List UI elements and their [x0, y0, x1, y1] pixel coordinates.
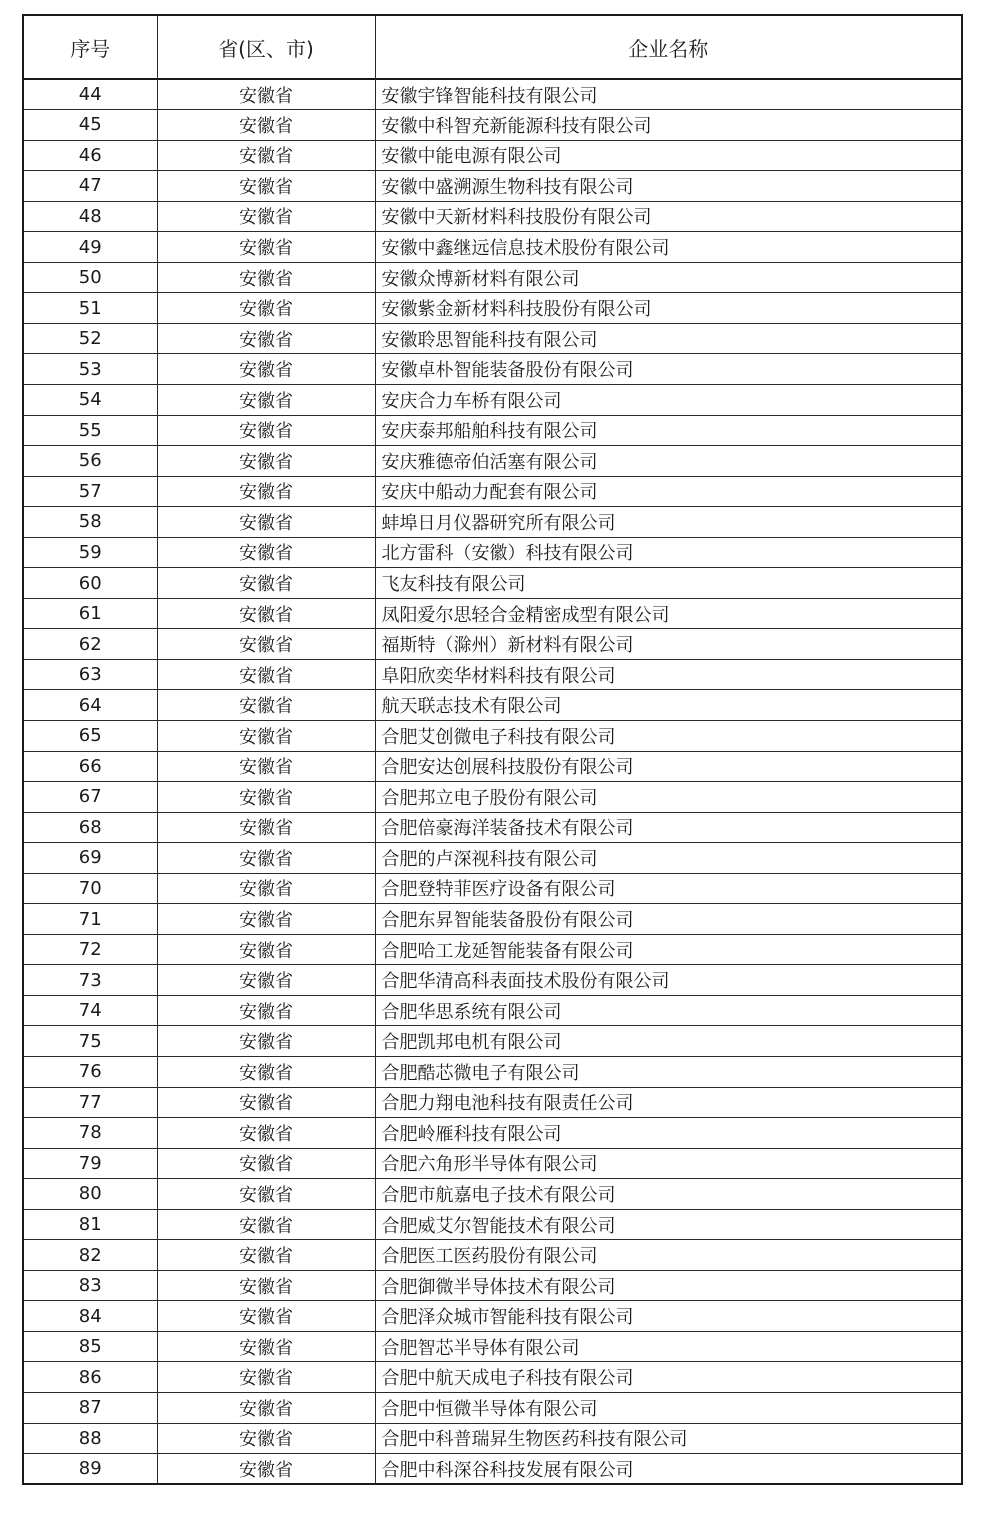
table-row	[23, 873, 962, 904]
province-cell: 安徽省	[157, 782, 375, 813]
company-name-cell: 安徽中鑫继远信息技术股份有限公司	[375, 232, 962, 263]
serial-number-cell: 73	[23, 965, 157, 996]
province-cell: 安徽省	[157, 140, 375, 171]
company-name-cell: 合肥凯邦电机有限公司	[375, 1026, 962, 1057]
company-name-cell: 飞友科技有限公司	[375, 568, 962, 599]
province-cell: 安徽省	[157, 1026, 375, 1057]
serial-number-cell: 64	[23, 690, 157, 721]
serial-number-cell: 50	[23, 262, 157, 293]
table-row	[23, 1179, 962, 1210]
company-name-cell: 合肥岭雁科技有限公司	[375, 1118, 962, 1149]
province-cell: 安徽省	[157, 232, 375, 263]
province-cell: 安徽省	[157, 79, 375, 110]
table-row	[23, 751, 962, 782]
serial-number-cell: 83	[23, 1270, 157, 1301]
company-name-cell: 安徽宇锋智能科技有限公司	[375, 79, 962, 110]
company-name-cell: 安庆合力车桥有限公司	[375, 384, 962, 415]
table-row	[23, 568, 962, 599]
company-name-cell: 合肥中科普瑞昇生物医药科技有限公司	[375, 1423, 962, 1454]
company-name-cell: 合肥哈工龙延智能装备有限公司	[375, 934, 962, 965]
serial-number-cell: 58	[23, 507, 157, 538]
province-cell: 安徽省	[157, 904, 375, 935]
table-row	[23, 1362, 962, 1393]
province-cell: 安徽省	[157, 629, 375, 660]
company-name-cell: 安徽紫金新材料科技股份有限公司	[375, 293, 962, 324]
company-name-cell: 合肥酷芯微电子有限公司	[375, 1057, 962, 1088]
company-name-cell: 北方雷科（安徽）科技有限公司	[375, 537, 962, 568]
serial-number-cell: 53	[23, 354, 157, 385]
serial-number-cell: 78	[23, 1118, 157, 1149]
province-cell: 安徽省	[157, 537, 375, 568]
province-cell: 安徽省	[157, 598, 375, 629]
company-name-cell: 安徽卓朴智能装备股份有限公司	[375, 354, 962, 385]
province-cell: 安徽省	[157, 659, 375, 690]
table-row	[23, 598, 962, 629]
province-cell: 安徽省	[157, 384, 375, 415]
company-name-cell: 合肥艾创微电子科技有限公司	[375, 720, 962, 751]
province-cell: 安徽省	[157, 1148, 375, 1179]
table-row	[23, 1301, 962, 1332]
table-row	[23, 629, 962, 660]
table-row	[23, 995, 962, 1026]
table-row	[23, 140, 962, 171]
province-cell: 安徽省	[157, 965, 375, 996]
company-name-cell: 合肥邦立电子股份有限公司	[375, 782, 962, 813]
table-row	[23, 1026, 962, 1057]
serial-number-cell: 51	[23, 293, 157, 324]
serial-number-cell: 74	[23, 995, 157, 1026]
company-name-cell: 安庆雅德帝伯活塞有限公司	[375, 446, 962, 477]
table-header	[23, 15, 962, 79]
province-cell: 安徽省	[157, 1423, 375, 1454]
province-cell: 安徽省	[157, 568, 375, 599]
province-cell: 安徽省	[157, 354, 375, 385]
province-cell: 安徽省	[157, 1118, 375, 1149]
province-cell: 安徽省	[157, 171, 375, 202]
serial-number-cell: 52	[23, 323, 157, 354]
table-row	[23, 1393, 962, 1424]
province-cell: 安徽省	[157, 873, 375, 904]
company-name-cell: 合肥东昇智能装备股份有限公司	[375, 904, 962, 935]
serial-number-cell: 87	[23, 1393, 157, 1424]
table-row	[23, 476, 962, 507]
header-province: 省(区、市)	[157, 15, 375, 79]
company-name-cell: 合肥的卢深视科技有限公司	[375, 843, 962, 874]
table-row	[23, 1454, 962, 1485]
serial-number-cell: 77	[23, 1087, 157, 1118]
province-cell: 安徽省	[157, 1240, 375, 1271]
serial-number-cell: 47	[23, 171, 157, 202]
company-name-cell: 合肥市航嘉电子技术有限公司	[375, 1179, 962, 1210]
header-row	[23, 15, 962, 79]
company-name-cell: 安徽中盛溯源生物科技有限公司	[375, 171, 962, 202]
table-row	[23, 323, 962, 354]
table-body	[23, 79, 962, 1484]
serial-number-cell: 63	[23, 659, 157, 690]
serial-number-cell: 66	[23, 751, 157, 782]
serial-number-cell: 59	[23, 537, 157, 568]
serial-number-cell: 49	[23, 232, 157, 263]
province-cell: 安徽省	[157, 934, 375, 965]
header-company-name: 企业名称	[375, 15, 962, 79]
province-cell: 安徽省	[157, 843, 375, 874]
province-cell: 安徽省	[157, 201, 375, 232]
serial-number-cell: 76	[23, 1057, 157, 1088]
company-name-cell: 安徽众博新材料有限公司	[375, 262, 962, 293]
company-name-cell: 安徽中能电源有限公司	[375, 140, 962, 171]
serial-number-cell: 57	[23, 476, 157, 507]
table-row	[23, 1331, 962, 1362]
serial-number-cell: 48	[23, 201, 157, 232]
province-cell: 安徽省	[157, 446, 375, 477]
table-row	[23, 659, 962, 690]
company-name-cell: 合肥登特菲医疗设备有限公司	[375, 873, 962, 904]
table-row	[23, 1118, 962, 1149]
company-name-cell: 安徽中天新材料科技股份有限公司	[375, 201, 962, 232]
company-name-cell: 合肥六角形半导体有限公司	[375, 1148, 962, 1179]
province-cell: 安徽省	[157, 1393, 375, 1424]
table-row	[23, 415, 962, 446]
serial-number-cell: 75	[23, 1026, 157, 1057]
company-name-cell: 合肥医工医药股份有限公司	[375, 1240, 962, 1271]
company-name-cell: 合肥威艾尔智能技术有限公司	[375, 1209, 962, 1240]
province-cell: 安徽省	[157, 323, 375, 354]
serial-number-cell: 69	[23, 843, 157, 874]
province-cell: 安徽省	[157, 1362, 375, 1393]
company-name-cell: 安庆泰邦船舶科技有限公司	[375, 415, 962, 446]
province-cell: 安徽省	[157, 751, 375, 782]
company-name-cell: 合肥华思系统有限公司	[375, 995, 962, 1026]
table-row	[23, 110, 962, 141]
serial-number-cell: 84	[23, 1301, 157, 1332]
province-cell: 安徽省	[157, 1179, 375, 1210]
serial-number-cell: 70	[23, 873, 157, 904]
table-row	[23, 201, 962, 232]
company-name-cell: 安徽中科智充新能源科技有限公司	[375, 110, 962, 141]
province-cell: 安徽省	[157, 1209, 375, 1240]
company-list-table	[22, 14, 963, 1485]
company-name-cell: 福斯特（滁州）新材料有限公司	[375, 629, 962, 660]
company-name-cell: 合肥御微半导体技术有限公司	[375, 1270, 962, 1301]
company-name-cell: 合肥泽众城市智能科技有限公司	[375, 1301, 962, 1332]
serial-number-cell: 80	[23, 1179, 157, 1210]
serial-number-cell: 65	[23, 720, 157, 751]
table-row	[23, 1209, 962, 1240]
table-row	[23, 79, 962, 110]
province-cell: 安徽省	[157, 720, 375, 751]
table-row	[23, 720, 962, 751]
serial-number-cell: 79	[23, 1148, 157, 1179]
province-cell: 安徽省	[157, 415, 375, 446]
table-row	[23, 232, 962, 263]
company-name-cell: 合肥倍豪海洋装备技术有限公司	[375, 812, 962, 843]
serial-number-cell: 68	[23, 812, 157, 843]
serial-number-cell: 81	[23, 1209, 157, 1240]
province-cell: 安徽省	[157, 1087, 375, 1118]
serial-number-cell: 88	[23, 1423, 157, 1454]
serial-number-cell: 44	[23, 79, 157, 110]
table-row	[23, 1270, 962, 1301]
company-name-cell: 安庆中船动力配套有限公司	[375, 476, 962, 507]
company-name-cell: 合肥力翔电池科技有限责任公司	[375, 1087, 962, 1118]
table-row	[23, 293, 962, 324]
company-name-cell: 航天联志技术有限公司	[375, 690, 962, 721]
company-name-cell: 合肥华清高科表面技术股份有限公司	[375, 965, 962, 996]
table-row	[23, 446, 962, 477]
table-row	[23, 1423, 962, 1454]
table-row	[23, 843, 962, 874]
province-cell: 安徽省	[157, 1057, 375, 1088]
province-cell: 安徽省	[157, 476, 375, 507]
company-name-cell: 合肥中航天成电子科技有限公司	[375, 1362, 962, 1393]
company-name-cell: 合肥安达创展科技股份有限公司	[375, 751, 962, 782]
serial-number-cell: 56	[23, 446, 157, 477]
table-row	[23, 934, 962, 965]
company-name-cell: 凤阳爱尔思轻合金精密成型有限公司	[375, 598, 962, 629]
header-serial-number: 序号	[23, 15, 157, 79]
company-name-cell: 合肥中恒微半导体有限公司	[375, 1393, 962, 1424]
province-cell: 安徽省	[157, 995, 375, 1026]
company-name-cell: 蚌埠日月仪器研究所有限公司	[375, 507, 962, 538]
province-cell: 安徽省	[157, 507, 375, 538]
serial-number-cell: 89	[23, 1454, 157, 1485]
company-name-cell: 合肥中科深谷科技发展有限公司	[375, 1454, 962, 1485]
serial-number-cell: 46	[23, 140, 157, 171]
table-row	[23, 537, 962, 568]
serial-number-cell: 86	[23, 1362, 157, 1393]
province-cell: 安徽省	[157, 1301, 375, 1332]
company-name-cell: 阜阳欣奕华材料科技有限公司	[375, 659, 962, 690]
table-row	[23, 171, 962, 202]
serial-number-cell: 60	[23, 568, 157, 599]
serial-number-cell: 54	[23, 384, 157, 415]
serial-number-cell: 72	[23, 934, 157, 965]
serial-number-cell: 55	[23, 415, 157, 446]
table-row	[23, 965, 962, 996]
table-row	[23, 1087, 962, 1118]
serial-number-cell: 85	[23, 1331, 157, 1362]
province-cell: 安徽省	[157, 110, 375, 141]
table-row	[23, 1240, 962, 1271]
serial-number-cell: 71	[23, 904, 157, 935]
table-row	[23, 354, 962, 385]
serial-number-cell: 61	[23, 598, 157, 629]
province-cell: 安徽省	[157, 690, 375, 721]
serial-number-cell: 62	[23, 629, 157, 660]
table-row	[23, 507, 962, 538]
province-cell: 安徽省	[157, 293, 375, 324]
table-row	[23, 1057, 962, 1088]
company-name-cell: 合肥智芯半导体有限公司	[375, 1331, 962, 1362]
table-row	[23, 262, 962, 293]
province-cell: 安徽省	[157, 1270, 375, 1301]
table-row	[23, 690, 962, 721]
province-cell: 安徽省	[157, 1454, 375, 1485]
company-name-cell: 安徽聆思智能科技有限公司	[375, 323, 962, 354]
province-cell: 安徽省	[157, 812, 375, 843]
province-cell: 安徽省	[157, 262, 375, 293]
table-row	[23, 1148, 962, 1179]
serial-number-cell: 82	[23, 1240, 157, 1271]
table-row	[23, 384, 962, 415]
province-cell: 安徽省	[157, 1331, 375, 1362]
table-row	[23, 904, 962, 935]
serial-number-cell: 45	[23, 110, 157, 141]
table-row	[23, 812, 962, 843]
serial-number-cell: 67	[23, 782, 157, 813]
table-row	[23, 782, 962, 813]
